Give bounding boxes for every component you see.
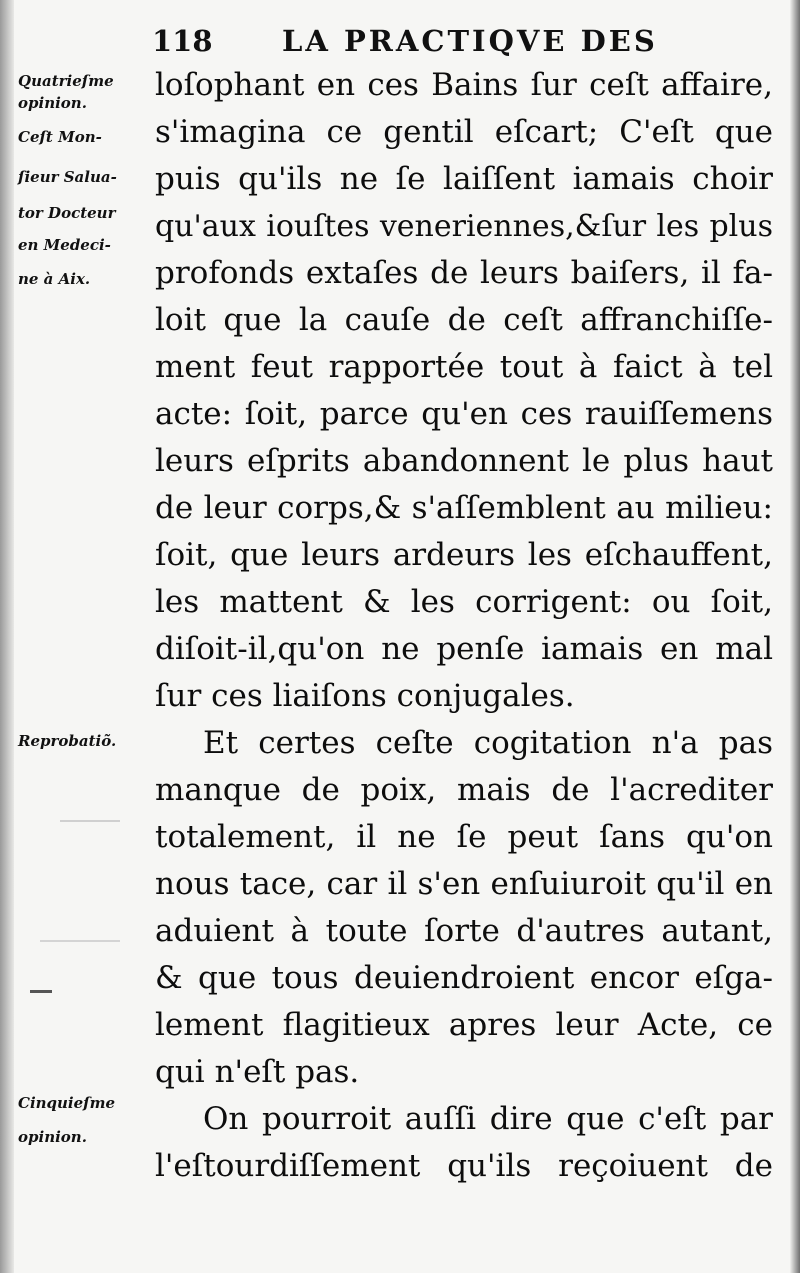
bleed-through-mark xyxy=(60,820,120,822)
text-line: totalement, il ne ſe peut ſans qu'on xyxy=(155,819,773,855)
body-text xyxy=(155,62,773,1190)
paragraph-start-line: Et certes ceſte cogitation n'a pas xyxy=(203,725,773,761)
text-line: loſophant en ces Bains ſur ceſt affaire, xyxy=(155,67,773,103)
text-line: manque de poix, mais de l'acrediter xyxy=(155,772,773,808)
text-line: l'eſtourdiſſement qu'ils reçoiuent de xyxy=(155,1148,773,1184)
text-line: de leur corps,& s'aſſemblent au milieu: xyxy=(155,490,773,526)
text-line: les mattent & les corrigent: ou ſoit, xyxy=(155,584,773,620)
margin-note: Reprobatiõ. xyxy=(18,732,117,750)
margin-note: Cinquieſme xyxy=(18,1094,116,1112)
text-line: puis qu'ils ne ſe laiſſent iamais choir xyxy=(155,161,773,197)
text-line: leurs eſprits abandonnent le plus haut xyxy=(155,443,773,479)
text-line: diſoit-il,qu'on ne penſe iamais en mal xyxy=(155,631,773,667)
margin-note: Quatrieſme xyxy=(18,72,114,90)
margin-note: tor Docteur xyxy=(18,204,116,222)
margin-note: opinion. xyxy=(18,94,87,112)
running-head-title: LA PRACTIQVE DES xyxy=(282,24,658,58)
text-line: ſur ces liaiſons conjugales. xyxy=(155,678,575,714)
text-line: loit que la cauſe de ceſt affranchiſſe- xyxy=(155,302,773,338)
running-header xyxy=(0,18,800,62)
page-edge-shadow xyxy=(790,0,800,1273)
text-line: & que tous deuiendroient encor eſga- xyxy=(155,960,773,996)
text-line: aduient à toute ſorte d'autres autant, xyxy=(155,913,773,949)
page-number: 118 xyxy=(152,24,213,58)
margin-note: ne à Aix. xyxy=(18,270,91,288)
text-line: ſoit, que leurs ardeurs les eſchauffent, xyxy=(155,537,773,573)
margin-note: en Medeci- xyxy=(18,236,111,254)
paragraph-start-line: On pourroit auſſi dire que c'eſt par xyxy=(203,1101,773,1137)
text-line: nous tace, car il s'en enſuiuroit qu'il en xyxy=(155,866,773,902)
margin-note: ſieur Salua- xyxy=(18,168,117,186)
margin-note: Ceſt Mon- xyxy=(18,128,102,146)
text-line: s'imagina ce gentil eſcart; C'eſt que xyxy=(155,114,773,150)
text-line: ment feut rapportée tout à faict à tel xyxy=(155,349,773,385)
page-gutter-shadow xyxy=(0,0,14,1273)
text-line: lement flagitieux apres leur Acte, ce xyxy=(155,1007,773,1043)
bleed-through-mark xyxy=(40,940,120,942)
text-line: qui n'eſt pas. xyxy=(155,1054,360,1090)
text-line: acte: ſoit, parce qu'en ces rauiſſemens xyxy=(155,396,773,432)
text-line: profonds extaſes de leurs baiſers, il fa- xyxy=(155,255,773,291)
bleed-through-mark xyxy=(30,990,52,993)
margin-note: opinion. xyxy=(18,1128,87,1146)
text-line: qu'aux iouſtes veneriennes,&ſur les plus xyxy=(155,209,773,244)
